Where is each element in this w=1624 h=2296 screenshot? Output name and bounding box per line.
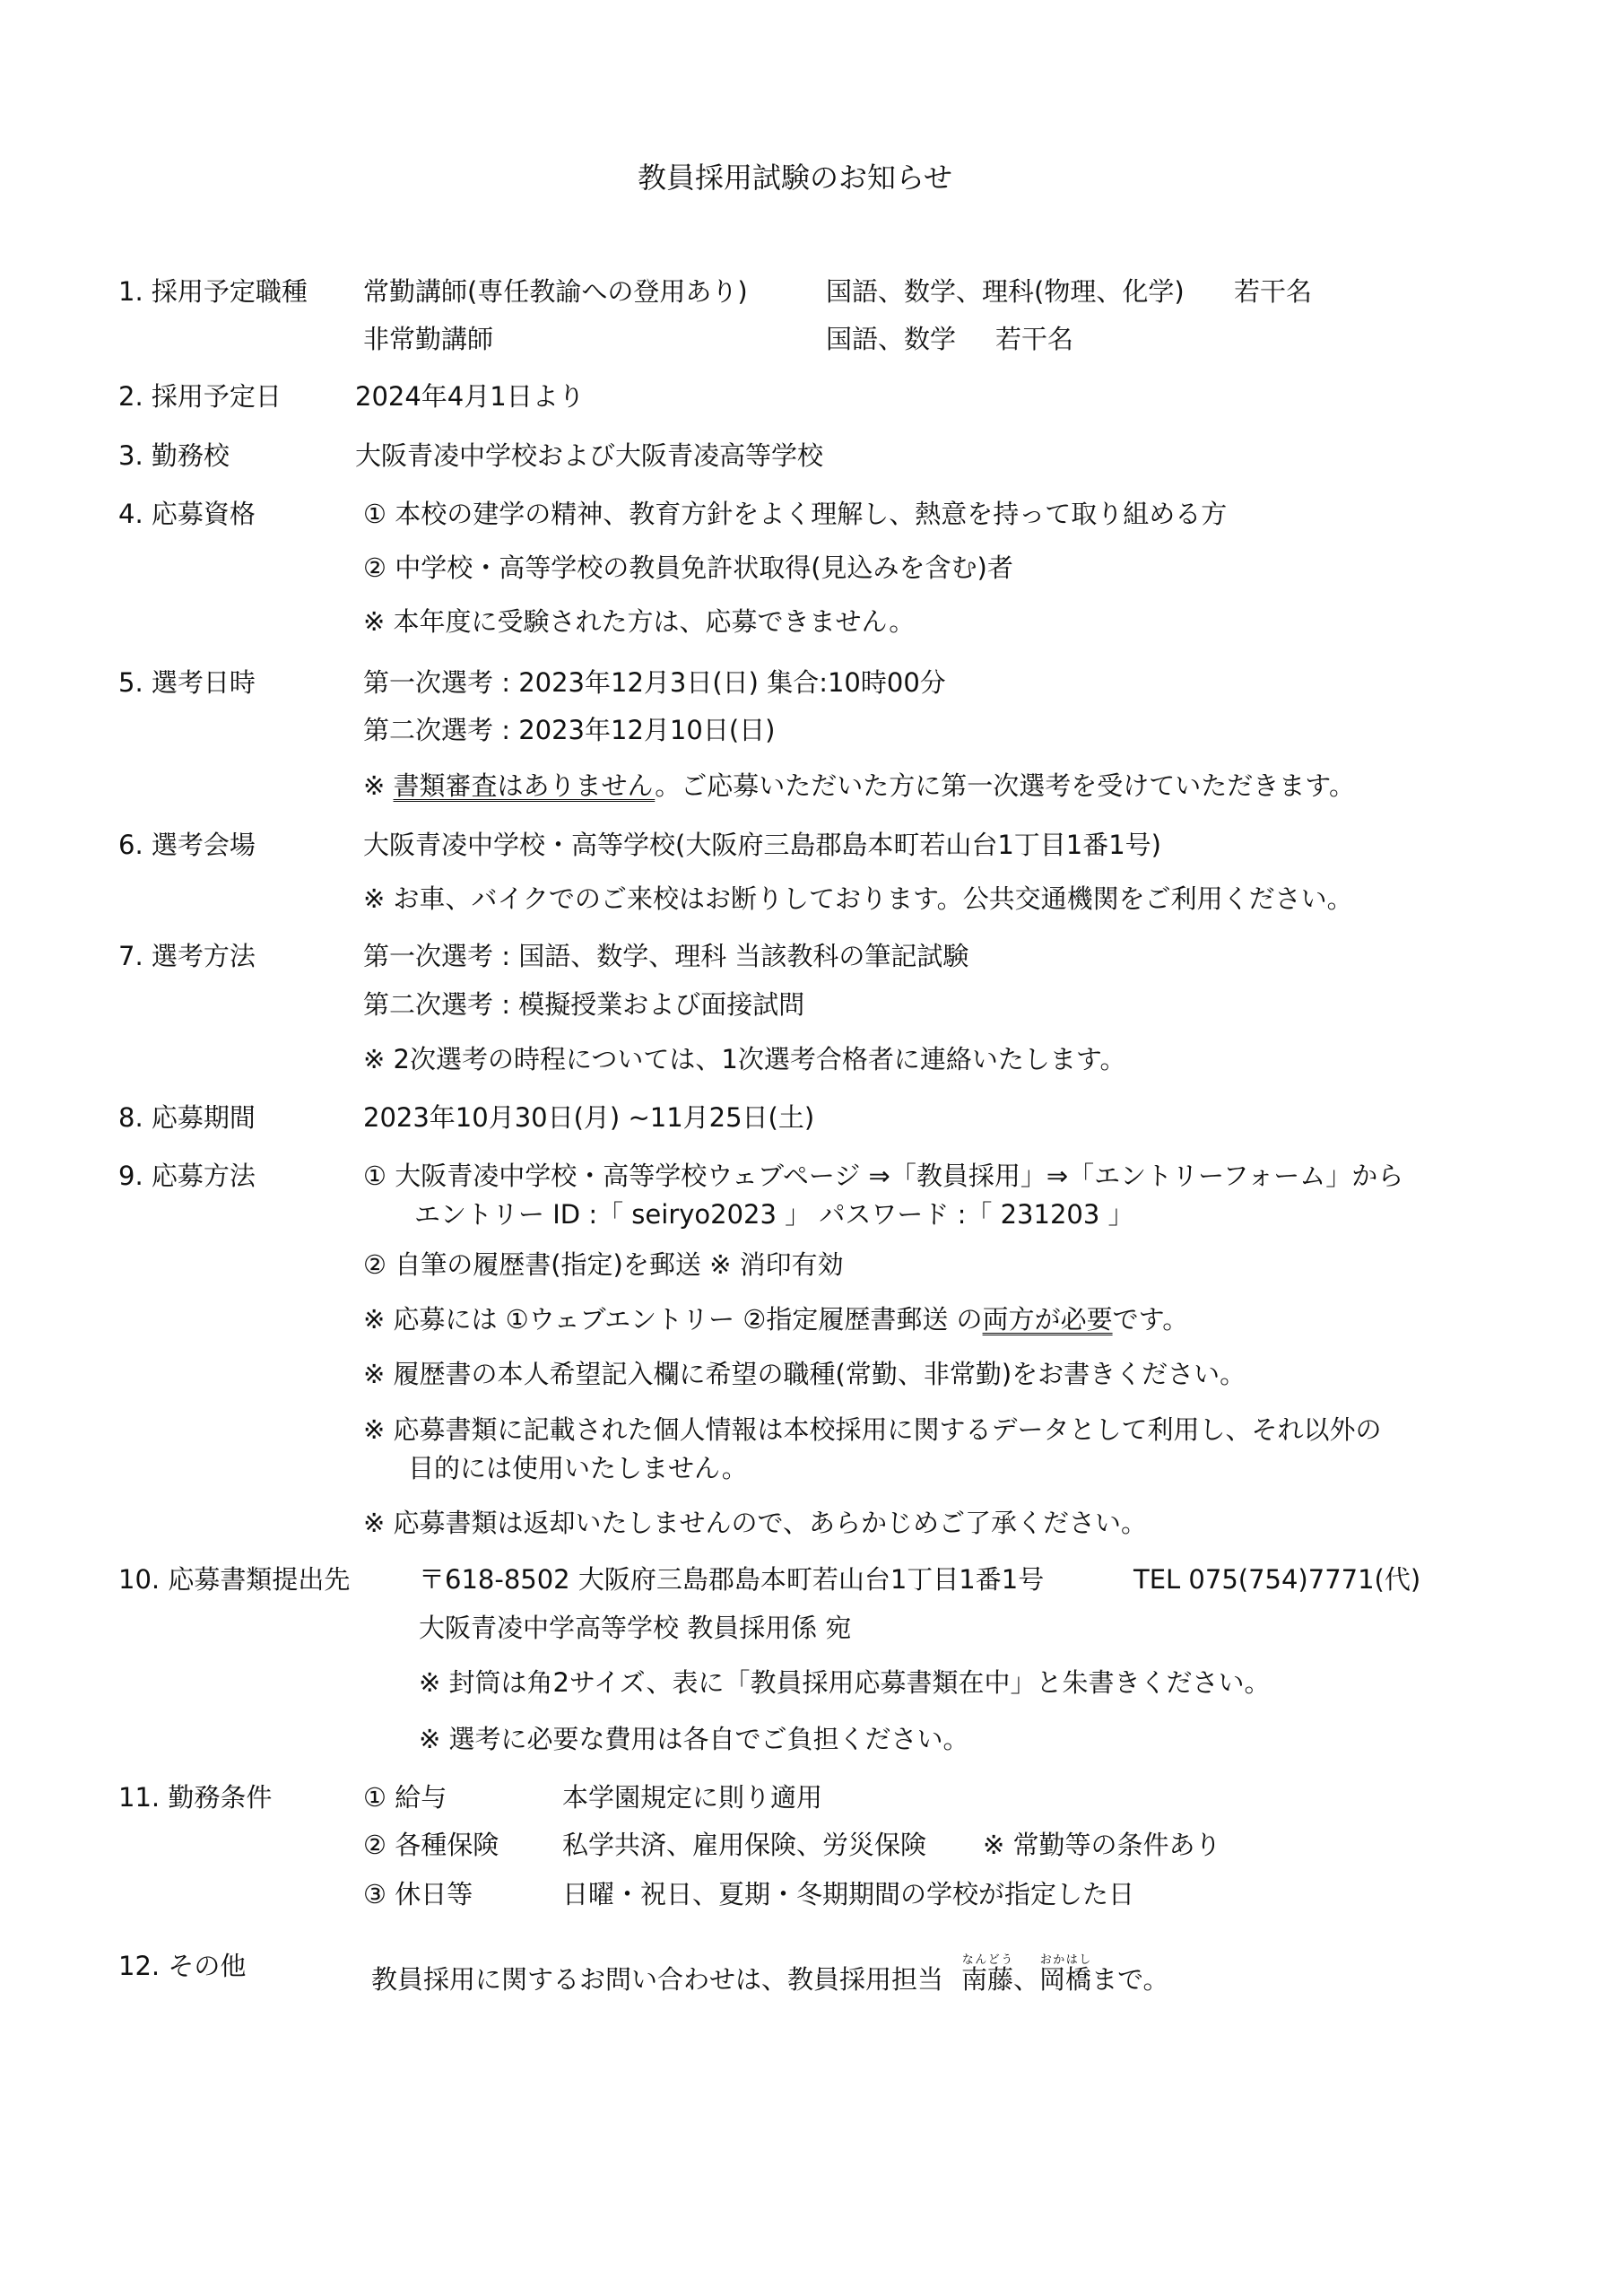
section-4-label: 4. 応募資格 <box>118 499 256 529</box>
section-5-label: 5. 選考日時 <box>118 667 256 698</box>
mailing-address: 〒618-8502 大阪府三島郡島本町若山台1丁目1番1号 <box>419 1564 1045 1595</box>
apply-note-2: ※ 履歴書の本人希望記入欄に希望の職種(常勤、非常勤)をお書きください。 <box>363 1359 1246 1389</box>
telephone: TEL 075(754)7771(代) <box>1133 1564 1421 1595</box>
start-date: 2024年4月1日より <box>355 381 585 412</box>
parttime-count: 若干名 <box>995 324 1074 354</box>
qualification-note: ※ 本年度に受験された方は、応募できません。 <box>363 606 916 637</box>
fulltime-count: 若干名 <box>1234 276 1313 307</box>
holidays-label: ③ 休日等 <box>363 1879 473 1909</box>
insurance-value: 私学共済、雇用保険、労災保険 <box>562 1830 927 1860</box>
section-6-label: 6. 選考会場 <box>118 830 256 860</box>
fulltime-instructor: 常勤講師(専任教諭への登用あり) <box>363 276 748 307</box>
insurance-note: ※ 常勤等の条件あり <box>983 1830 1221 1860</box>
contact-person-1: 南藤なんどう <box>961 1953 1014 1995</box>
section-10-label: 10. 応募書類提出先 <box>118 1564 351 1595</box>
recipient: 大阪青凌中学高等学校 教員採用係 宛 <box>419 1613 852 1643</box>
section-1-label: 1. 採用予定職種 <box>118 276 308 307</box>
section-8-label: 8. 応募期間 <box>118 1102 256 1133</box>
parttime-subjects: 国語、数学 <box>826 324 957 354</box>
apply-note-3b: 目的には使用いたしません。 <box>408 1453 748 1483</box>
section-9-label: 9. 応募方法 <box>118 1161 256 1191</box>
both-required: 両方が必要 <box>982 1304 1113 1335</box>
parttime-instructor: 非常勤講師 <box>363 324 494 354</box>
qualification-1: ① 本校の建学の精神、教育方針をよく理解し、熱意を持って取り組める方 <box>363 499 1228 529</box>
venue-note: ※ お車、バイクでのご来校はお断りしております。公共交通機関をご利用ください。 <box>363 883 1353 914</box>
section-7-label: 7. 選考方法 <box>118 941 256 971</box>
section-2-label: 2. 採用予定日 <box>118 381 282 412</box>
insurance-label: ② 各種保険 <box>363 1830 499 1860</box>
envelope-note: ※ 封筒は角2サイズ、表に「教員採用応募書類在中」と朱書きください。 <box>419 1667 1271 1698</box>
workplace: 大阪青凌中学校および大阪青凌高等学校 <box>355 440 824 471</box>
selection-note: ※ 書類審査はありません。ご応募いただいた方に第一次選考を受けていただきます。 <box>363 770 1355 801</box>
second-selection-date: 第二次選考 : 2023年12月10日(日) <box>363 715 776 745</box>
apply-method-2: ② 自筆の履歴書(指定)を郵送 ※ 消印有効 <box>363 1249 844 1280</box>
apply-note-4: ※ 応募書類は返却いたしませんので、あらかじめご了承ください。 <box>363 1508 1147 1538</box>
application-period: 2023年10月30日(月) ~11月25日(土) <box>363 1102 815 1133</box>
no-document-screening: 書類審査はありません <box>393 770 656 801</box>
holidays-value: 日曜・祝日、夏期・冬期期間の学校が指定した日 <box>562 1879 1135 1909</box>
salary-label: ① 給与 <box>363 1782 447 1813</box>
apply-method-1: ① 大阪青凌中学校・高等学校ウェブページ ⇒「教員採用」⇒「エントリーフォーム」から <box>363 1161 1404 1191</box>
contact-person-2: 岡橋おかはし <box>1039 1953 1092 1995</box>
cost-note: ※ 選考に必要な費用は各自でご負担ください。 <box>419 1724 969 1754</box>
salary-value: 本学園規定に則り適用 <box>562 1782 823 1813</box>
section-12-label: 12. その他 <box>118 1951 247 1981</box>
qualification-2: ② 中学校・高等学校の教員免許状取得(見込みを含む)者 <box>363 552 1013 583</box>
method-note: ※ 2次選考の時程については、1次選考合格者に連絡いたします。 <box>363 1044 1126 1074</box>
entry-credentials: エントリー ID :「 seiryo2023 」 パスワード :「 231203 」 <box>414 1199 1134 1230</box>
section-11-label: 11. 勤務条件 <box>118 1782 273 1813</box>
contact-text: 教員採用に関するお問い合わせは、教員採用担当 南藤なんどう、岡橋おかはしまで。 <box>371 1953 1169 1995</box>
apply-note-3a: ※ 応募書類に記載された個人情報は本校採用に関するデータとして利用し、それ以外の <box>363 1414 1382 1445</box>
first-selection-date: 第一次選考 : 2023年12月3日(日) 集合:10時00分 <box>363 667 946 698</box>
section-3-label: 3. 勤務校 <box>118 440 230 471</box>
page-title: 教員採用試験のお知らせ <box>638 161 953 195</box>
venue: 大阪青凌中学校・高等学校(大阪府三島郡島本町若山台1丁目1番1号) <box>363 830 1161 860</box>
second-selection-method: 第二次選考 : 模擬授業および面接試問 <box>363 989 805 1020</box>
fulltime-subjects: 国語、数学、理科(物理、化学) <box>826 276 1185 307</box>
first-selection-method: 第一次選考 : 国語、数学、理科 当該教科の筆記試験 <box>363 941 969 971</box>
apply-note-1: ※ 応募には ①ウェブエントリー ②指定履歴書郵送 の両方が必要です。 <box>363 1304 1189 1335</box>
